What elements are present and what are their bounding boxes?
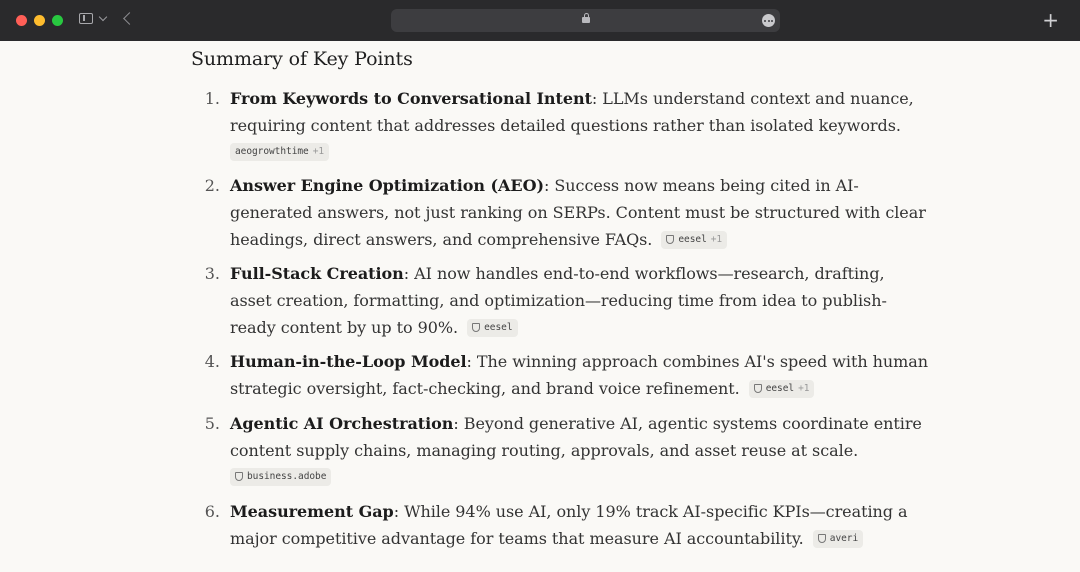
item-body: : While 94% use AI, only 19% track AI-specific KPIs—creating a major competitive advantage for teams that measure AI accountability.: [230, 502, 908, 548]
window-controls: [16, 15, 63, 26]
source-name: eesel: [678, 234, 707, 245]
item-title: Full-Stack Creation: [230, 264, 404, 283]
source-chip[interactable]: [230, 143, 329, 161]
zoom-window-button[interactable]: [52, 15, 63, 26]
source-extra-count: +1: [798, 383, 810, 394]
shield-icon: [666, 235, 674, 244]
item-body: : Success now means being cited in AI-generated answers, not just ranking on SERPs. Content must be structured with clear headings, direct answers, and comprehensive FAQs.: [230, 176, 926, 249]
item-title: Answer Engine Optimization (AEO): [230, 176, 544, 195]
source-name: averi: [829, 533, 859, 544]
browser-titlebar: [0, 0, 1080, 41]
item-number: 1.: [204, 89, 220, 108]
item-number: 3.: [204, 264, 220, 283]
source-chip[interactable]: [230, 468, 331, 486]
close-window-button[interactable]: [16, 15, 27, 26]
source-chip[interactable]: [749, 380, 815, 398]
source-extra-count: +1: [312, 145, 325, 157]
item-title: Agentic AI Orchestration: [230, 414, 454, 433]
shield-icon: [472, 323, 480, 332]
item-number: 4.: [204, 352, 220, 371]
new-tab-button[interactable]: +: [1042, 8, 1059, 32]
item-text: [230, 410, 930, 487]
item-number: 5.: [204, 414, 220, 433]
source-chip[interactable]: [467, 319, 517, 337]
source-name: eesel: [484, 322, 513, 333]
source-extra-count: +1: [710, 234, 723, 245]
item-text: [230, 498, 930, 552]
item-text: [230, 348, 930, 402]
more-options-icon[interactable]: [762, 14, 775, 27]
address-bar[interactable]: [391, 9, 780, 32]
item-number: 2.: [204, 176, 220, 195]
chevron-down-icon[interactable]: [99, 13, 107, 21]
item-body: : LLMs understand context and nuance, requiring content that addresses detailed questions rather than isolated keywords.: [230, 89, 914, 135]
minimize-window-button[interactable]: [34, 15, 45, 26]
source-name: aeogrowthtime: [235, 145, 309, 157]
item-text: [230, 85, 930, 162]
item-title: Measurement Gap: [230, 502, 394, 521]
section-heading: Summary of Key Points: [191, 48, 413, 70]
source-chip[interactable]: [661, 231, 727, 249]
shield-icon: [754, 384, 762, 393]
item-body: : Beyond generative AI, agentic systems coordinate entire content supply chains, managing routing, approvals, and asset reuse at scale.: [230, 414, 922, 460]
item-title: Human-in-the-Loop Model: [230, 352, 467, 371]
item-body: : AI now handles end-to-end workflows—research, drafting, asset creation, formatting, and optimization—reducing time from idea to publish-ready content by up to 90%.: [230, 264, 887, 337]
item-title: From Keywords to Conversational Intent: [230, 89, 592, 108]
source-name: eesel: [765, 383, 795, 394]
item-text: [230, 172, 930, 253]
item-number: 6.: [204, 502, 220, 521]
source-chip[interactable]: [813, 530, 863, 548]
shield-icon: [235, 472, 243, 481]
item-text: [230, 260, 930, 341]
shield-icon: [818, 534, 826, 543]
sidebar-toggle-icon[interactable]: [79, 13, 93, 24]
lock-icon: [582, 17, 590, 23]
item-body: : The winning approach combines AI's speed with human strategic oversight, fact-checking, and brand voice refinement.: [230, 352, 929, 398]
source-name: business.adobe: [247, 470, 327, 482]
back-arrow-icon[interactable]: [123, 12, 136, 25]
